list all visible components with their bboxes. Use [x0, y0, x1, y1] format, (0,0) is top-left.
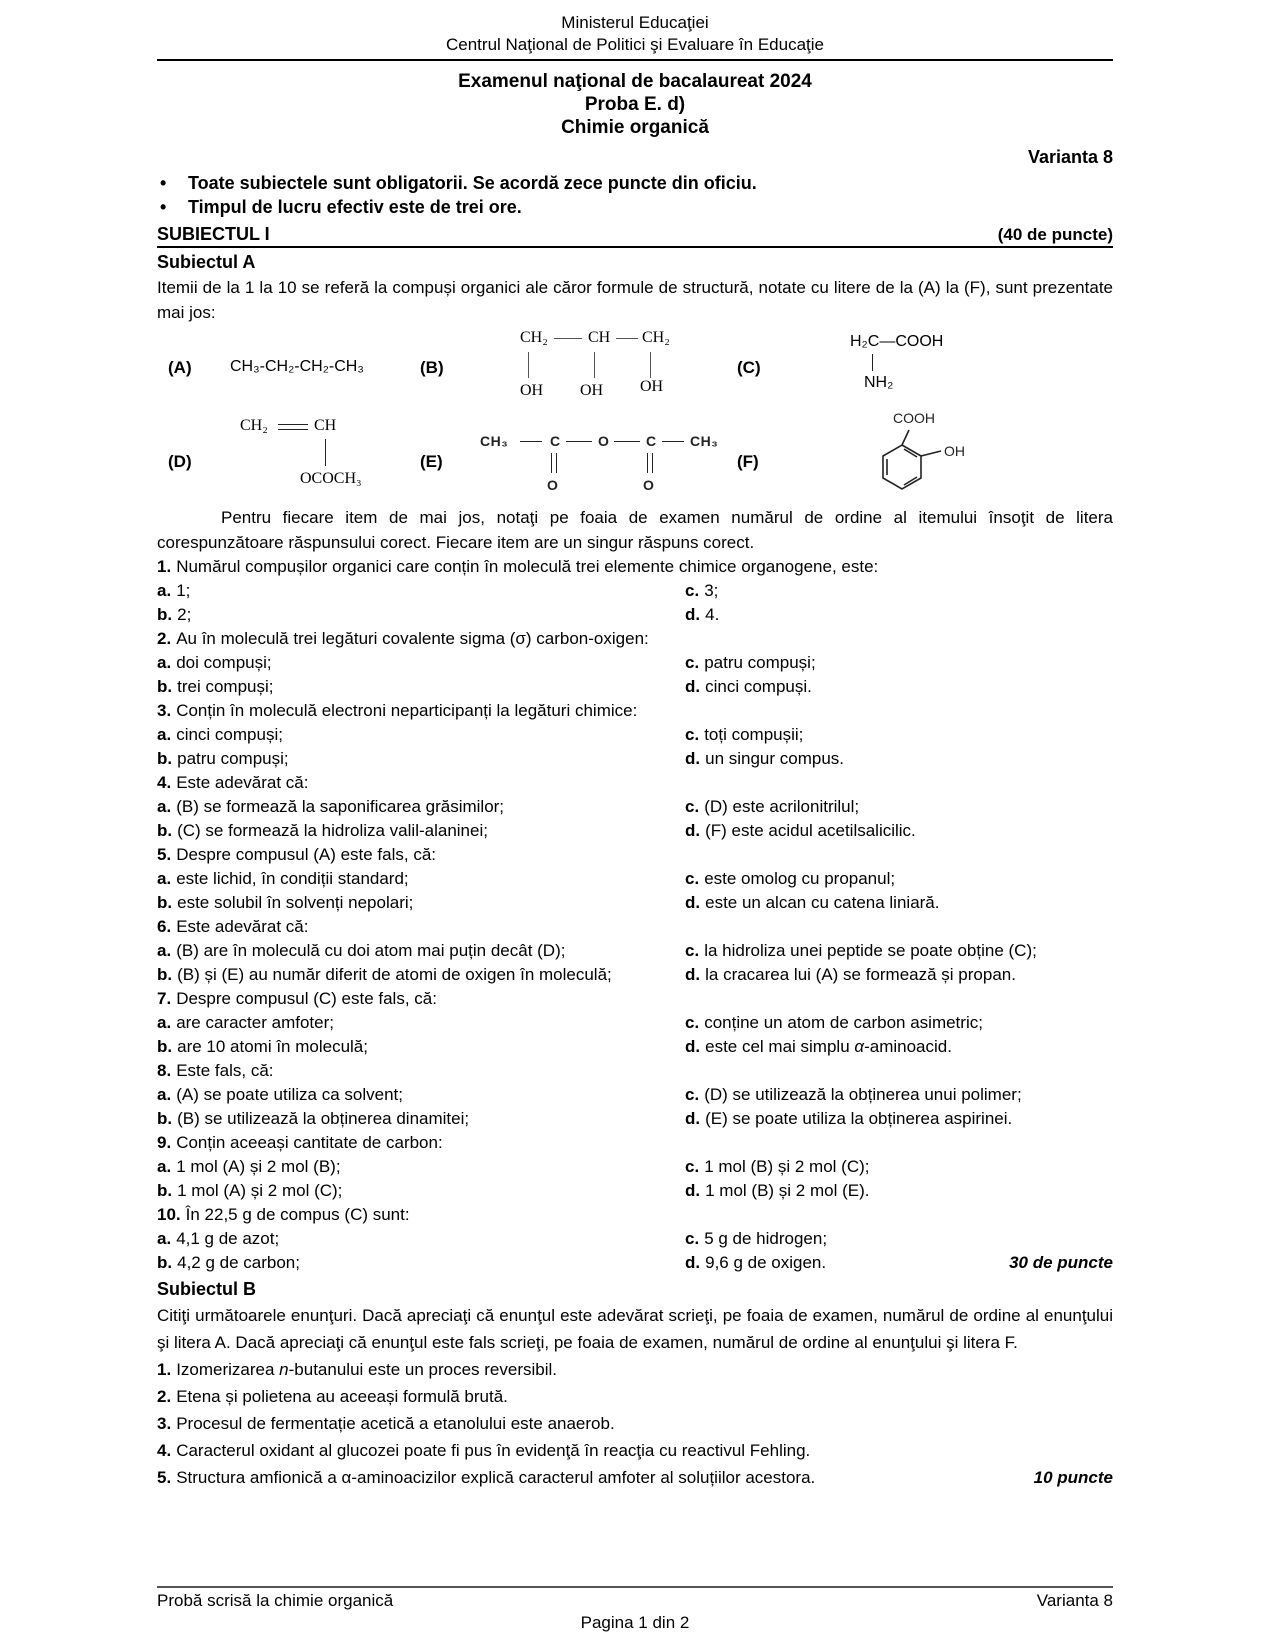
option-row — [157, 819, 1113, 843]
option-label: b. — [157, 1037, 173, 1056]
option-label: a. — [157, 1157, 172, 1176]
option-d — [685, 1179, 1113, 1203]
atom-group: CH₂ — [642, 329, 670, 346]
option-label: d. — [685, 605, 701, 624]
atom-group: OCOCH₃ — [300, 470, 362, 487]
section-1-heading-row — [157, 224, 1113, 248]
question-stem — [157, 1203, 1113, 1227]
option-label: b. — [157, 677, 173, 696]
option-a — [157, 939, 685, 963]
question-stem-text: Este fals, că: — [176, 1061, 274, 1080]
page-footer — [157, 1586, 1113, 1634]
atom-group: CH₂ — [520, 329, 548, 346]
option-label: d. — [685, 749, 701, 768]
atom-group: C — [646, 433, 657, 449]
option-c — [685, 867, 1113, 891]
notice-2 — [157, 195, 1113, 219]
bond — [650, 352, 651, 378]
footer-page-number: Pagina 1 din 2 — [580, 1613, 690, 1632]
option-label: b. — [157, 605, 173, 624]
option-label: b. — [157, 1109, 173, 1128]
bond — [594, 352, 595, 378]
option-text: (A) se poate utiliza ca solvent; — [176, 1085, 403, 1104]
option-text: (B) are în moleculă cu doi atom mai puțin decât (D); — [176, 941, 566, 960]
question-number: 10. — [157, 1205, 181, 1224]
cooh-group: COOH — [893, 410, 935, 426]
option-label: d. — [685, 821, 701, 840]
option-text: (E) se poate utiliza la obținerea aspirinei. — [705, 1109, 1013, 1128]
compound-structures — [157, 325, 1113, 505]
statement-number: 3. — [157, 1414, 172, 1433]
bullet-icon: • — [160, 197, 167, 217]
question-3 — [157, 699, 1113, 771]
option-text: 4. — [705, 605, 720, 624]
option-text: 9,6 g de oxigen. — [705, 1253, 827, 1272]
notice-1 — [157, 171, 1113, 195]
option-row — [157, 603, 1113, 627]
option-text: (F) este acidul acetilsalicilic. — [705, 821, 916, 840]
option-text: la hidroliza unei peptide se poate obține (C); — [704, 941, 1037, 960]
notice-1-text: Toate subiectele sunt obligatorii. Se acordă zece puncte din oficiu. — [188, 173, 757, 193]
statement-text: Etena și polietena au aceeași formulă brută. — [176, 1387, 508, 1406]
bond — [616, 338, 638, 339]
option-text: (D) se utilizează la obținerea unui polimer; — [704, 1085, 1022, 1104]
option-b — [157, 819, 685, 843]
atom-group: CH — [588, 329, 611, 346]
option-row — [157, 1107, 1113, 1131]
option-d — [685, 675, 1113, 699]
option-row — [157, 963, 1113, 987]
compound-c-label: (C) — [737, 358, 761, 377]
compound-d-structure — [240, 417, 400, 497]
option-text: trei compuși; — [177, 677, 274, 696]
part-a-intro: Itemii de la 1 la 10 se referă la compuși organici ale căror formule de structură, notate cu litere de la (A) la (F), sunt prezentate mai jos: — [157, 278, 1113, 322]
bond — [528, 352, 529, 378]
question-stem-text: Este adevărat că: — [176, 917, 309, 936]
bond — [566, 441, 592, 442]
option-text: are caracter amfoter; — [176, 1013, 334, 1032]
bond — [872, 354, 873, 371]
statement-text: Procesul de fermentație acetică a etanolului este anaerob. — [176, 1414, 615, 1433]
option-row — [157, 1011, 1113, 1035]
option-label: c. — [685, 581, 700, 600]
compound-f-structure — [857, 407, 987, 505]
compound-b-structure — [520, 329, 690, 407]
question-number: 5. — [157, 845, 172, 864]
option-text: 5 g de hidrogen; — [704, 1229, 828, 1248]
option-label: a. — [157, 797, 172, 816]
question-stem-text: Conțin în moleculă electroni neparticipanți la legături chimice: — [176, 701, 638, 720]
option-label: a. — [157, 869, 172, 888]
option-b — [157, 675, 685, 699]
statement-number: 5. — [157, 1468, 172, 1487]
option-label: a. — [157, 1229, 172, 1248]
bullet-icon: • — [160, 173, 167, 193]
statement-number: 2. — [157, 1387, 172, 1406]
option-label: d. — [685, 1181, 701, 1200]
footer-left: Probă scrisă la chimie organică — [157, 1591, 394, 1610]
option-label: a. — [157, 653, 172, 672]
variant-label: Varianta 8 — [1027, 147, 1113, 167]
option-label: a. — [157, 1013, 172, 1032]
option-a — [157, 1155, 685, 1179]
section-1-title: SUBIECTUL I — [157, 224, 270, 244]
part-a-instructions: Pentru fiecare item de mai jos, notaţi pe foaia de examen numărul de ordine al itemului însoţit de litera corespunzătoare răspunsului corect. Fiecare item are un singur răspuns corect. — [157, 508, 1113, 552]
option-text: cinci compuși. — [705, 677, 812, 696]
option-row — [157, 795, 1113, 819]
option-label: d. — [685, 677, 701, 696]
option-row — [157, 891, 1113, 915]
question-9 — [157, 1131, 1113, 1203]
atom-group: CH₃ — [480, 433, 509, 449]
option-row — [157, 675, 1113, 699]
option-c — [685, 579, 1113, 603]
atom-group: CH — [314, 417, 337, 434]
option-label: b. — [157, 893, 173, 912]
atom-group: CH₂ — [240, 417, 268, 434]
compound-b-label: (B) — [420, 358, 444, 377]
option-label: d. — [685, 893, 701, 912]
atom-group: NH₂ — [864, 374, 894, 391]
bond — [325, 439, 326, 466]
atom-group: O — [643, 477, 655, 493]
option-d — [685, 963, 1113, 987]
option-c — [685, 1227, 1113, 1251]
option-text: toți compușii; — [704, 725, 804, 744]
statement-text: Structura amfionică a α-aminoacizilor explică caracterul amfoter al soluțiilor acestora. — [176, 1468, 816, 1487]
option-text: doi compuși; — [176, 653, 272, 672]
statement-text-italic: n — [279, 1360, 289, 1379]
exam-proba: Proba E. d) — [584, 94, 686, 115]
footer-row — [157, 1588, 1113, 1612]
question-stem-text: Despre compusul (A) este fals, că: — [176, 845, 437, 864]
option-c — [685, 795, 1113, 819]
atom-group: OH — [580, 382, 604, 399]
option-a — [157, 1011, 685, 1035]
option-label: c. — [685, 1157, 700, 1176]
compound-c-structure — [850, 333, 980, 403]
option-row — [157, 747, 1113, 771]
option-d — [685, 1107, 1113, 1131]
statement-text: Caracterul oxidant al glucozei poate fi pus în evidenţă în reacţia cu reactivul Fehling. — [176, 1441, 811, 1460]
option-d — [685, 819, 1113, 843]
option-b — [157, 963, 685, 987]
question-stem — [157, 843, 1113, 867]
option-label: c. — [685, 1085, 700, 1104]
option-text: patru compuși; — [704, 653, 816, 672]
question-number: 6. — [157, 917, 172, 936]
question-stem-text: Conțin aceeași cantitate de carbon: — [176, 1133, 443, 1152]
option-label: d. — [685, 965, 701, 984]
section-1-points: (40 de puncte) — [997, 225, 1113, 244]
option-label: c. — [685, 725, 700, 744]
option-c — [685, 651, 1113, 675]
question-stem — [157, 699, 1113, 723]
option-text: (B) și (E) au număr diferit de atomi de oxigen în moleculă; — [177, 965, 612, 984]
option-label: b. — [157, 965, 173, 984]
option-label: c. — [685, 1013, 700, 1032]
option-text: (D) este acrilonitrilul; — [704, 797, 860, 816]
option-label: a. — [157, 581, 172, 600]
option-label: d. — [685, 1037, 701, 1056]
option-label: c. — [685, 653, 700, 672]
option-a — [157, 1083, 685, 1107]
option-d — [685, 1251, 1113, 1275]
option-text: cinci compuși; — [176, 725, 283, 744]
option-text: patru compuși; — [177, 749, 289, 768]
option-c — [685, 939, 1113, 963]
option-a — [157, 651, 685, 675]
option-row — [157, 1179, 1113, 1203]
option-label: b. — [157, 821, 173, 840]
option-text: 2; — [177, 605, 192, 624]
oh-group: OH — [944, 443, 965, 459]
ministry-header — [157, 0, 1113, 61]
option-text: este cel mai simplu — [705, 1037, 855, 1056]
question-stem — [157, 555, 1113, 579]
option-c — [685, 723, 1113, 747]
option-text: un singur compus. — [705, 749, 845, 768]
double-bond — [652, 453, 653, 473]
option-text: 1 mol (B) și 2 mol (E). — [705, 1181, 870, 1200]
option-c — [685, 1011, 1113, 1035]
question-7 — [157, 987, 1113, 1059]
question-number: 4. — [157, 773, 172, 792]
option-row — [157, 579, 1113, 603]
option-text: are 10 atomi în moleculă; — [177, 1037, 368, 1056]
option-row — [157, 723, 1113, 747]
part-b-intro: Citiţi următoarele enunţuri. Dacă apreciaţi că enunţul este adevărat scrieţi, pe foaia de examen, numărul de ordine al enunţului şi litera A. Dacă apreciaţi că enunţul este fals scrieţi, pe foaia de examen, numărul de ordine al enunţului şi litera F. — [157, 1306, 1113, 1352]
option-a — [157, 579, 685, 603]
notices — [157, 171, 1113, 219]
question-number: 7. — [157, 989, 172, 1008]
option-row — [157, 1251, 1113, 1275]
atom-group: O — [598, 433, 610, 449]
option-label: c. — [685, 1229, 700, 1248]
question-stem-text: Numărul compușilor organici care conțin în moleculă trei elemente chimice organogene, este: — [176, 557, 879, 576]
option-label: b. — [157, 749, 173, 768]
option-c — [685, 1083, 1113, 1107]
option-b — [157, 1179, 685, 1203]
statement-3 — [157, 1410, 1113, 1437]
question-stem — [157, 987, 1113, 1011]
center-name: Centrul Naţional de Politici şi Evaluare în Educaţie — [446, 35, 824, 54]
option-label: a. — [157, 1085, 172, 1104]
benzene-ring — [883, 445, 921, 489]
option-text: (B) se formează la saponificarea grăsimilor; — [176, 797, 505, 816]
bond — [662, 441, 684, 442]
option-text: 1 mol (A) și 2 mol (C); — [177, 1181, 343, 1200]
question-8 — [157, 1059, 1113, 1131]
ministry-name: Ministerul Educaţiei — [561, 13, 709, 32]
question-number: 3. — [157, 701, 172, 720]
option-text: este lichid, în condiții standard; — [176, 869, 409, 888]
statement-2 — [157, 1383, 1113, 1410]
question-number: 2. — [157, 629, 172, 648]
option-d — [685, 603, 1113, 627]
option-label: c. — [685, 869, 700, 888]
option-text: 1; — [176, 581, 191, 600]
atom-group: C — [550, 433, 561, 449]
question-5 — [157, 843, 1113, 915]
option-text: (B) se utilizează la obținerea dinamitei; — [177, 1109, 470, 1128]
atom-group: O — [547, 477, 559, 493]
option-b — [157, 891, 685, 915]
option-row — [157, 1227, 1113, 1251]
exam-title: Examenul naţional de bacalaureat 2024 — [458, 71, 812, 92]
option-b — [157, 1035, 685, 1059]
statement-text: -butanului este un proces reversibil. — [288, 1360, 558, 1379]
option-text: este un alcan cu catena liniară. — [705, 893, 940, 912]
double-bond — [278, 429, 308, 430]
atom-group: OH — [520, 382, 544, 399]
atom-group: H₂C—COOH — [850, 333, 944, 350]
bond — [902, 430, 909, 445]
option-c — [685, 1155, 1113, 1179]
part-a-heading: Subiectul A — [157, 252, 256, 272]
option-text: 1 mol (B) și 2 mol (C); — [704, 1157, 870, 1176]
option-label: c. — [685, 797, 700, 816]
notice-2-text: Timpul de lucru efectiv este de trei ore. — [188, 197, 522, 217]
option-row — [157, 651, 1113, 675]
statement-1 — [157, 1356, 1113, 1383]
statement-5 — [157, 1464, 1113, 1491]
question-number: 9. — [157, 1133, 172, 1152]
bond — [554, 338, 582, 339]
question-number: 8. — [157, 1061, 172, 1080]
compound-a-label: (A) — [168, 358, 192, 377]
statement-number: 4. — [157, 1441, 172, 1460]
question-stem-text: Au în moleculă trei legături covalente sigma (σ) carbon-oxigen: — [176, 629, 649, 648]
compound-e-label: (E) — [420, 452, 443, 471]
option-b — [157, 747, 685, 771]
page-content — [157, 0, 1113, 1491]
option-row — [157, 1155, 1113, 1179]
option-text: conține un atom de carbon asimetric; — [704, 1013, 983, 1032]
option-row — [157, 1083, 1113, 1107]
atom-group: CH₃ — [690, 433, 719, 449]
option-text: este omolog cu propanul; — [704, 869, 896, 888]
option-d-content — [685, 1251, 826, 1275]
option-text: 4,1 g de azot; — [176, 1229, 280, 1248]
option-text: 3; — [704, 581, 719, 600]
option-a — [157, 867, 685, 891]
option-text: 4,2 g de carbon; — [177, 1253, 300, 1272]
option-label: d. — [685, 1253, 701, 1272]
option-a — [157, 795, 685, 819]
option-d — [685, 891, 1113, 915]
questions — [157, 555, 1113, 1275]
option-label: b. — [157, 1181, 173, 1200]
option-text: -aminoacid. — [864, 1037, 952, 1056]
exam-title-block — [157, 70, 1113, 139]
option-row — [157, 867, 1113, 891]
option-text: 1 mol (A) și 2 mol (B); — [176, 1157, 341, 1176]
question-stem-text: Este adevărat că: — [176, 773, 309, 792]
option-text-italic: α — [854, 1037, 865, 1056]
double-bond — [278, 424, 308, 425]
option-d — [685, 747, 1113, 771]
double-bond — [551, 453, 552, 473]
double-bond — [647, 453, 648, 473]
exam-subject: Chimie organică — [561, 117, 709, 138]
option-text: (C) se formează la hidroliza valil-alaninei; — [177, 821, 488, 840]
compound-f-label: (F) — [737, 452, 759, 471]
option-d — [685, 1035, 1113, 1059]
question-1 — [157, 555, 1113, 627]
double-bond — [556, 453, 557, 473]
option-label: c. — [685, 941, 700, 960]
part-b-items — [157, 1356, 1113, 1491]
option-b — [157, 1251, 685, 1275]
part-a-points: 30 de puncte — [1009, 1253, 1113, 1272]
footer-right: Varianta 8 — [1036, 1591, 1113, 1610]
question-stem — [157, 771, 1113, 795]
option-b — [157, 603, 685, 627]
option-a — [157, 723, 685, 747]
question-stem-text: În 22,5 g de compus (C) sunt: — [185, 1205, 410, 1224]
option-text: la cracarea lui (A) se formează și propan. — [705, 965, 1016, 984]
option-a — [157, 1227, 685, 1251]
question-10 — [157, 1203, 1113, 1275]
bond — [520, 441, 542, 442]
part-b-heading: Subiectul B — [157, 1279, 257, 1299]
question-stem-text: Despre compusul (C) este fals, că: — [176, 989, 437, 1008]
option-label: b. — [157, 1253, 173, 1272]
bond — [614, 441, 640, 442]
statement-number: 1. — [157, 1360, 172, 1379]
option-row — [157, 1035, 1113, 1059]
question-6 — [157, 915, 1113, 987]
question-2 — [157, 627, 1113, 699]
compound-e-structure — [480, 423, 730, 503]
statement-4 — [157, 1437, 1113, 1464]
question-stem — [157, 627, 1113, 651]
part-b-points: 10 puncte — [1033, 1468, 1113, 1487]
atom-group: OH — [640, 378, 664, 395]
option-b — [157, 1107, 685, 1131]
question-stem — [157, 1059, 1113, 1083]
compound-a-formula: CH₃-CH₂-CH₂-CH₃ — [230, 358, 364, 375]
option-row — [157, 939, 1113, 963]
option-label: a. — [157, 941, 172, 960]
statement-5-content — [157, 1464, 815, 1491]
question-stem — [157, 915, 1113, 939]
question-number: 1. — [157, 557, 172, 576]
bond — [921, 451, 941, 456]
option-text: este solubil în solvenți nepolari; — [177, 893, 414, 912]
statement-text: Izomerizarea — [176, 1360, 280, 1379]
question-stem — [157, 1131, 1113, 1155]
compound-d-label: (D) — [168, 452, 192, 471]
option-label: a. — [157, 725, 172, 744]
question-4 — [157, 771, 1113, 843]
option-label: d. — [685, 1109, 701, 1128]
